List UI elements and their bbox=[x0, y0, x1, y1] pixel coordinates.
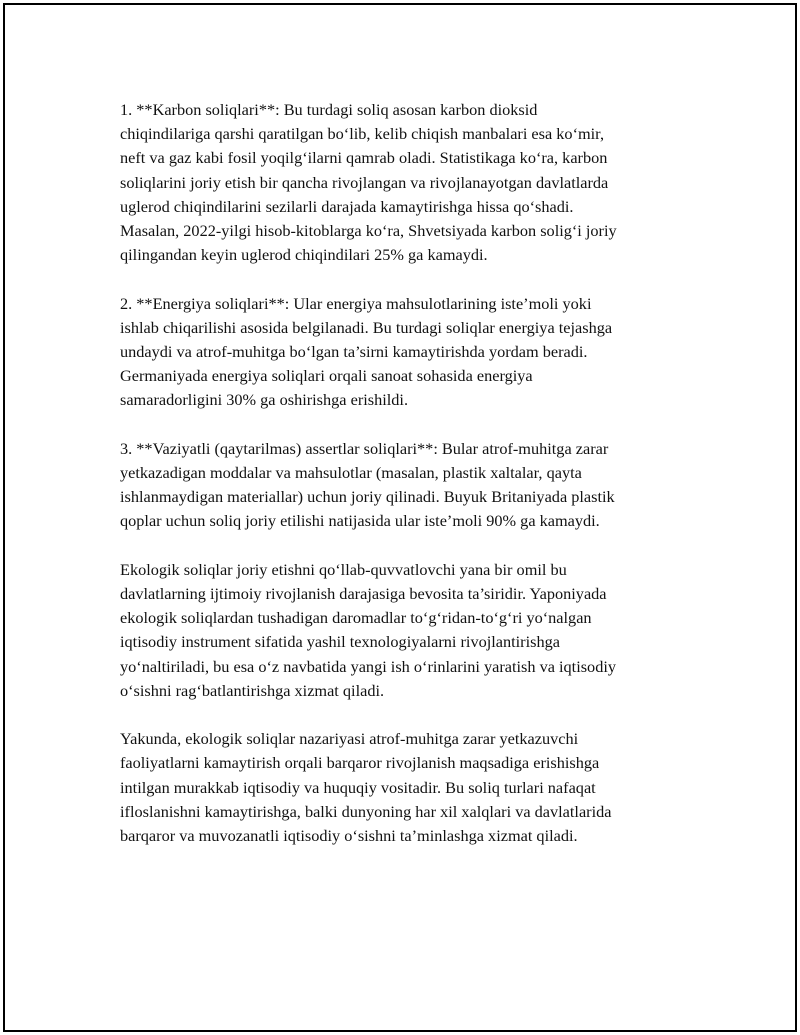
text-line: samaradorligini 30% ga oshirishga erishildi. bbox=[120, 390, 409, 410]
paragraph-energy-taxes bbox=[120, 292, 695, 413]
text-line: o‘sishni rag‘batlantirishga xizmat qiladi. bbox=[120, 680, 385, 700]
text-line: neft va gaz kabi fosil yoqilg‘ilarni qamrab oladi. Statistikaga ko‘ra, karbon bbox=[120, 148, 608, 168]
text-line: davlatlarning ijtimoiy rivojlanish darajasiga bevosita ta’siridir. Yaponiyada bbox=[120, 584, 607, 604]
text-line: ishlab chiqarilishi asosida belgilanadi. Bu turdagi soliqlar energiya tejashga bbox=[120, 317, 613, 337]
page-frame bbox=[3, 3, 797, 1032]
paragraph-carbon-taxes bbox=[120, 98, 695, 267]
document-body bbox=[120, 98, 695, 872]
text-line: yetkazadigan moddalar va mahsulotlar (masalan, plastik xaltalar, qayta bbox=[120, 463, 582, 483]
text-line: chiqindilariga qarshi qaratilgan bo‘lib, kelib chiqish manbalari esa ko‘mir, bbox=[120, 124, 605, 144]
text-line: faoliyatlarni kamaytirish orqali barqaror rivojlanish maqsadiga erishishga bbox=[120, 753, 600, 773]
text-line: soliqlarini joriy etish bir qancha rivojlangan va rivojlanayotgan davlatlarda bbox=[120, 172, 609, 192]
text-line: yo‘naltiriladi, bu esa o‘z navbatida yangi ish o‘rinlarini yaratish va iqtisodiy bbox=[120, 656, 616, 676]
text-line: iqtisodiy instrument sifatida yashil texnologiyalarni rivojlantirishga bbox=[120, 632, 560, 652]
text-line: ekologik soliqlardan tushadigan daromadlar to‘g‘ridan-to‘g‘ri yo‘nalgan bbox=[120, 608, 592, 628]
text-line: undaydi va atrof-muhitga bo‘lgan ta’sirni kamaytirishda yordam beradi. bbox=[120, 342, 588, 362]
text-line: 2. **Energiya soliqlari**: Ular energiya mahsulotlarining iste’moli yoki bbox=[120, 293, 592, 313]
paragraph-asset-taxes bbox=[120, 437, 695, 534]
text-line: Ekologik soliqlar joriy etishni qo‘llab-quvvatlovchi yana bir omil bu bbox=[120, 559, 567, 579]
text-line: uglerod chiqindilarini sezilarli darajada kamaytirishga hissa qo‘shadi. bbox=[120, 196, 574, 216]
text-line: Germaniyada energiya soliqlari orqali sanoat sohasida energiya bbox=[120, 366, 533, 386]
text-line: intilgan murakkab iqtisodiy va huquqiy vositadir. Bu soliq turlari nafaqat bbox=[120, 777, 596, 797]
text-line: 3. **Vaziyatli (qaytarilmas) assertlar soliqlari**: Bular atrof-muhitga zarar bbox=[120, 438, 609, 458]
text-line: 1. **Karbon soliqlari**: Bu turdagi soliq asosan karbon dioksid bbox=[120, 100, 538, 119]
text-line: qilingandan keyin uglerod chiqindilari 25% ga kamaydi. bbox=[120, 245, 488, 265]
text-line: ishlanmaydigan materiallar) uchun joriy qilinadi. Buyuk Britaniyada plastik bbox=[120, 487, 615, 507]
text-line: Yakunda, ekologik soliqlar nazariyasi atrof-muhitga zarar yetkazuvchi bbox=[120, 729, 579, 749]
text-line: qoplar uchun soliq joriy etilishi natijasida ular iste’moli 90% ga kamaydi. bbox=[120, 511, 600, 531]
text-line: Masalan, 2022-yilgi hisob-kitoblarga ko‘ra, Shvetsiyada karbon solig‘i joriy bbox=[120, 221, 617, 241]
text-line: ifloslanishni kamaytirishga, balki dunyoning har xil xalqlari va davlatlarida bbox=[120, 801, 612, 821]
text-line: barqaror va muvozanatli iqtisodiy o‘sishni ta’minlashga xizmat qiladi. bbox=[120, 826, 578, 846]
paragraph-social-factor bbox=[120, 558, 695, 703]
paragraph-conclusion bbox=[120, 727, 695, 848]
